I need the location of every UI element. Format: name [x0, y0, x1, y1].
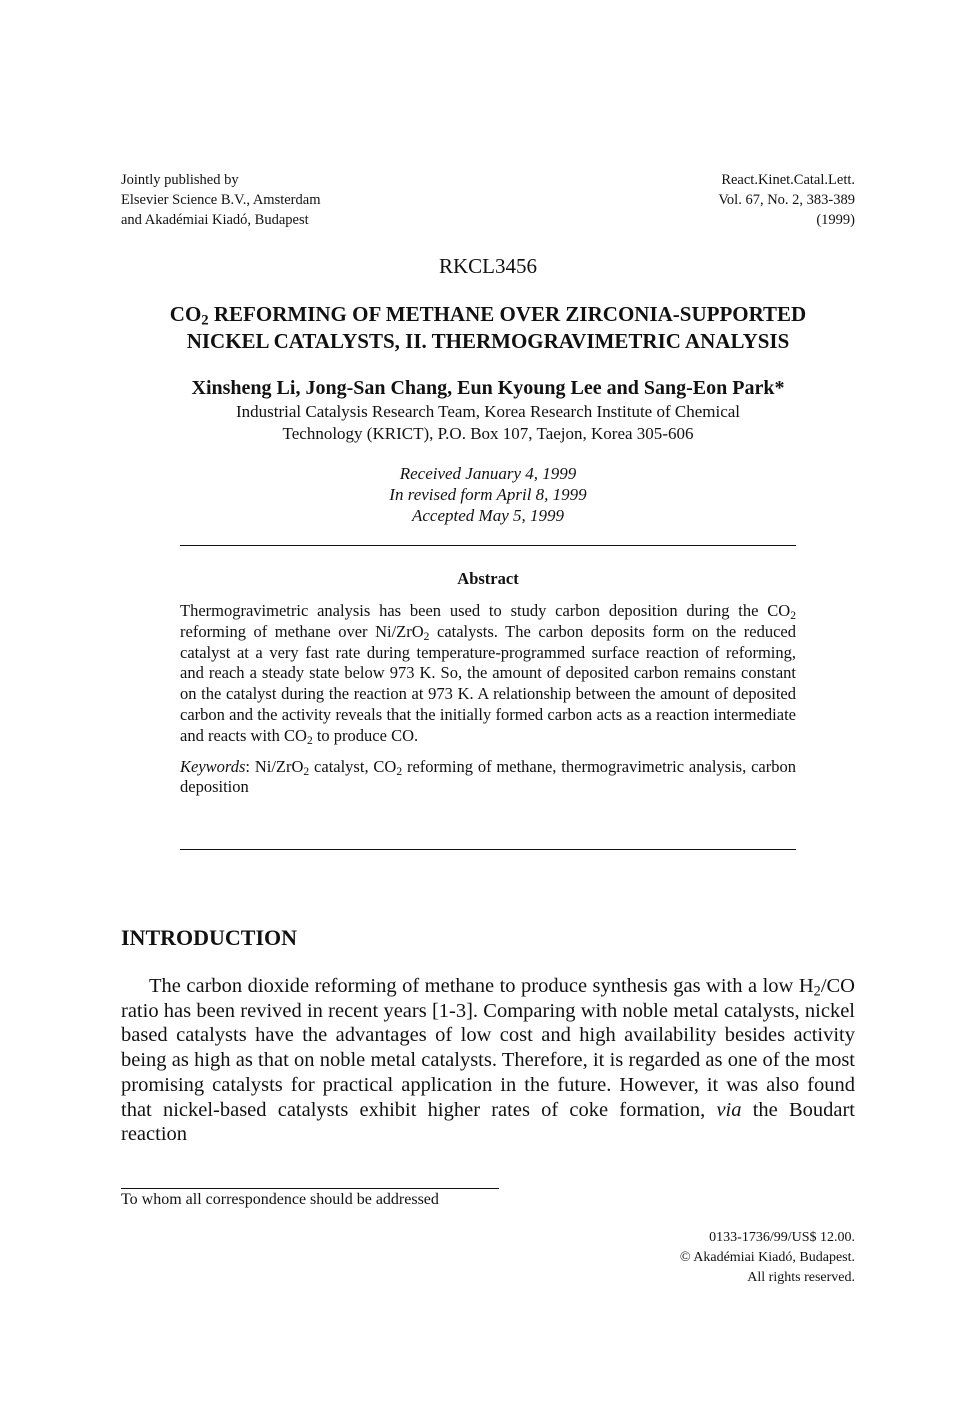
copyright-holder: © Akadémiai Kiadó, Budapest.	[679, 1250, 855, 1265]
divider-top	[180, 545, 796, 546]
copyright-block	[680, 1228, 855, 1288]
rights-reserved: All rights reserved.	[747, 1270, 855, 1285]
publisher-line: and Akadémiai Kiadó, Budapest	[121, 212, 309, 228]
dates	[0, 463, 976, 526]
affiliation: Industrial Catalysis Research Team, Korea Research Institute of Chemical Technology (KRICT), P.O. Box 107, Taejon, Korea 305-606	[235, 402, 741, 443]
publisher-line: Jointly published by	[121, 172, 239, 188]
publisher-info	[121, 170, 320, 230]
issn-price: 0133-1736/99/US$ 12.00.	[709, 1230, 855, 1245]
journal-year: (1999)	[816, 212, 855, 228]
manuscript-code: RKCL3456	[438, 254, 537, 278]
title-line-2: NICKEL CATALYSTS, II. THERMOGRAVIMETRIC ANALYSIS	[186, 329, 790, 353]
abstract-paragraph: Thermogravimetric analysis has been used to study carbon deposition during the $CO_2$ reforming of methane over Ni/ZrO$_2$ catalysts. The carbon deposits form on the reduced catalyst at a very fast rate during temperature-programmed surface reaction of reforming, and reach a steady state below 973 K. So, the amount of deposited carbon remains constant on the catalyst during the reaction at 973 K. A relationship between the amount of deposited carbon and the activity reveals that the initially formed carbon acts as a reaction intermediate and reacts with $CO_2$ to produce CO.	[180, 601, 796, 747]
abstract-heading: Abstract	[457, 569, 519, 588]
journal-citation	[718, 170, 855, 230]
introduction-body	[121, 974, 855, 1147]
received-date: Received January 4, 1999	[399, 464, 577, 483]
journal-name: React.Kinet.Catal.Lett.	[721, 172, 855, 188]
publisher-line: Elsevier Science B.V., Amsterdam	[121, 192, 321, 208]
revised-date: In revised form April 8, 1999	[389, 485, 587, 504]
divider-bottom	[180, 849, 796, 850]
footnote: To whom all correspondence should be addressed	[121, 1191, 439, 1208]
abstract-body	[180, 601, 796, 798]
accepted-date: Accepted May 5, 1999	[412, 506, 564, 525]
journal-volume: Vol. 67, No. 2, 383-389	[718, 192, 855, 208]
introduction-heading: INTRODUCTION	[121, 925, 298, 950]
keywords: Keywords: Ni/ZrO$_2$ catalyst, $CO_2$ reforming of methane, thermogravimetric analysis, carbon deposition	[180, 756, 796, 797]
authors: Xinsheng Li, Jong-San Chang, Eun Kyoung Lee and Sang-Eon Park*	[191, 377, 785, 399]
footnote-rule	[121, 1188, 499, 1189]
paper-title	[0, 301, 976, 355]
introduction-paragraph: The carbon dioxide reforming of methane to produce synthesis gas with a low $H_2/CO$ ratio has been revived in recent years [1-3]. Comparing with noble metal catalysts, nickel based catalysts have the advantages of low cost and high availability besides activity being as high as that on noble metal catalysts. Therefore, it is regarded as one of the most promising catalysts for practical application in the future. However, it was also found that nickel-based catalysts exhibit higher rates of coke formation, via the Boudart reaction	[121, 975, 855, 1146]
title-line-1: $CO_2$ REFORMING OF METHANE OVER ZIRCONIA-SUPPORTED	[169, 302, 807, 329]
